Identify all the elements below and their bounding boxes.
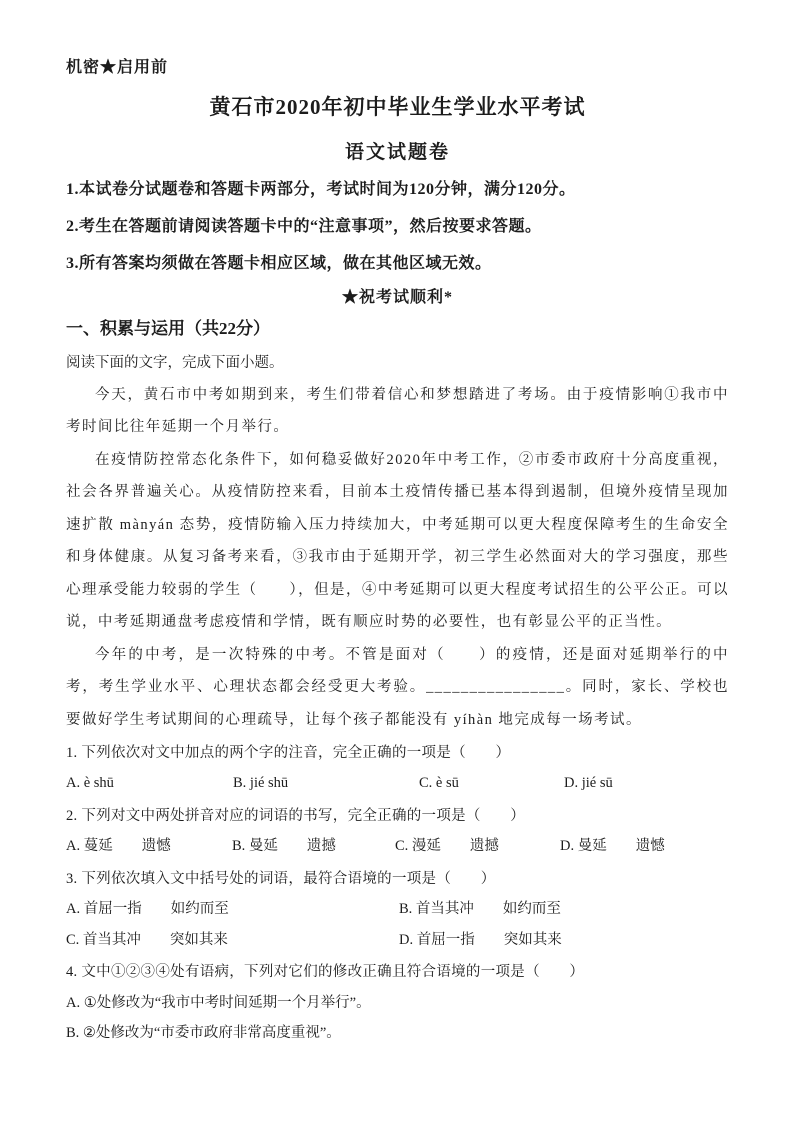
question-4-option-b: B. ②处修改为“市委市政府非常高度重视”。 xyxy=(66,1024,341,1041)
exam-subtitle: 语文试题卷 xyxy=(344,142,450,163)
question-4 xyxy=(66,957,729,1048)
question-2 xyxy=(66,801,729,862)
exam-instructions xyxy=(66,172,729,282)
question-2-option-a: A. 蔓延 遗憾 xyxy=(66,838,171,855)
question-1 xyxy=(66,738,729,799)
reading-intro: 阅读下面的文字，完成下面小题。 xyxy=(66,354,284,371)
question-4-option-a: A. ①处修改为“我市中考时间延期一个月举行”。 xyxy=(66,994,371,1011)
question-3-option-a: A. 首屈一指 如约而至 xyxy=(66,901,229,918)
question-3-option-b: B. 首当其冲 如约而至 xyxy=(399,901,561,918)
question-2-options xyxy=(66,831,729,861)
instruction-item-1: 1.本试卷分试题卷和答题卡两部分，考试时间为120分钟，满分120分。 xyxy=(66,181,576,198)
question-3-options xyxy=(66,894,729,955)
exam-title: 黄石市2020年初中毕业生学业水平考试 xyxy=(209,95,586,119)
question-3 xyxy=(66,864,729,955)
reading-paragraph-3: 今年的中考，是一次特殊的中考。不管是面对（ ）的疫情，还是面对延期举行的中考，考生学业水平、心理状态都会经受更大考验。________________。同时，家长、学校也要做好学生考试期间的心理疏导，让每个孩子都能没有 yíhàn 地完成每一场考试。 xyxy=(66,646,729,728)
question-3-option-d: D. 首屈一指 突如其来 xyxy=(399,931,562,948)
question-2-option-d: D. 曼延 遗憾 xyxy=(560,838,665,855)
question-3-option-c: C. 首当其冲 突如其来 xyxy=(66,931,228,948)
question-1-option-a: A. è shū xyxy=(66,775,114,792)
question-4-stem: 4. 文中①②③④处有语病，下列对它们的修改正确且符合语境的一项是（ ） xyxy=(66,964,585,981)
question-4-options xyxy=(66,988,729,1049)
reading-paragraph-1: 今天，黄石市中考如期到来，考生们带着信心和梦想踏进了考场。由于疫情影响①我市中考时间比往年延期一个月举行。 xyxy=(66,386,729,436)
instruction-item-2: 2.考生在答题前请阅读答题卡中的“注意事项”，然后按要求答题。 xyxy=(66,217,542,235)
question-3-stem: 3. 下列依次填入文中括号处的词语，最符合语境的一项是（ ） xyxy=(66,870,496,887)
exam-wish-line: ★祝考试顺利* xyxy=(341,289,453,307)
question-1-option-b: B. jié shū xyxy=(233,775,289,792)
instruction-item-3: 3.所有答案均须做在答题卡相应区域，做在其他区域无效。 xyxy=(66,254,492,272)
confidential-label: 机密★启用前 xyxy=(66,59,169,76)
question-2-option-b: B. 曼延 遗撼 xyxy=(232,838,336,855)
question-1-options xyxy=(66,768,729,798)
question-1-option-c: C. è sū xyxy=(419,775,459,792)
question-2-option-c: C. 漫延 遗撼 xyxy=(395,838,499,855)
question-1-stem: 1. 下列依次对文中加点的两个字的注音，完全正确的一项是（ ） xyxy=(66,745,511,762)
section-one-heading: 一、积累与运用（共22分） xyxy=(66,319,270,339)
question-1-option-d: D. jié sū xyxy=(564,775,613,792)
reading-paragraph-2: 在疫情防控常态化条件下，如何稳妥做好2020年中考工作，②市委市政府十分高度重视，社会各界普遍关心。从疫情防控来看，目前本土疫情传播已基本得到遏制，但境外疫情呈现加速扩散 mànyán 态势，疫情防输入压力持续加大，中考延期可以更大程度保障考生的生命安全和身体健康。从复习备考来看，③我市由于延期开学，初三学生必然面对大的学习强度，那些心理承受能力较弱的学生（ ），但是，④中考延期可以更大程度考试招生的公平公正。可以说，中考延期通盘考虑疫情和学情，既有顺应时势的必要性，也有彰显公平的正当性。 xyxy=(66,451,729,631)
question-2-stem: 2. 下列对文中两处拼音对应的词语的书写，完全正确的一项是（ ） xyxy=(66,807,526,824)
